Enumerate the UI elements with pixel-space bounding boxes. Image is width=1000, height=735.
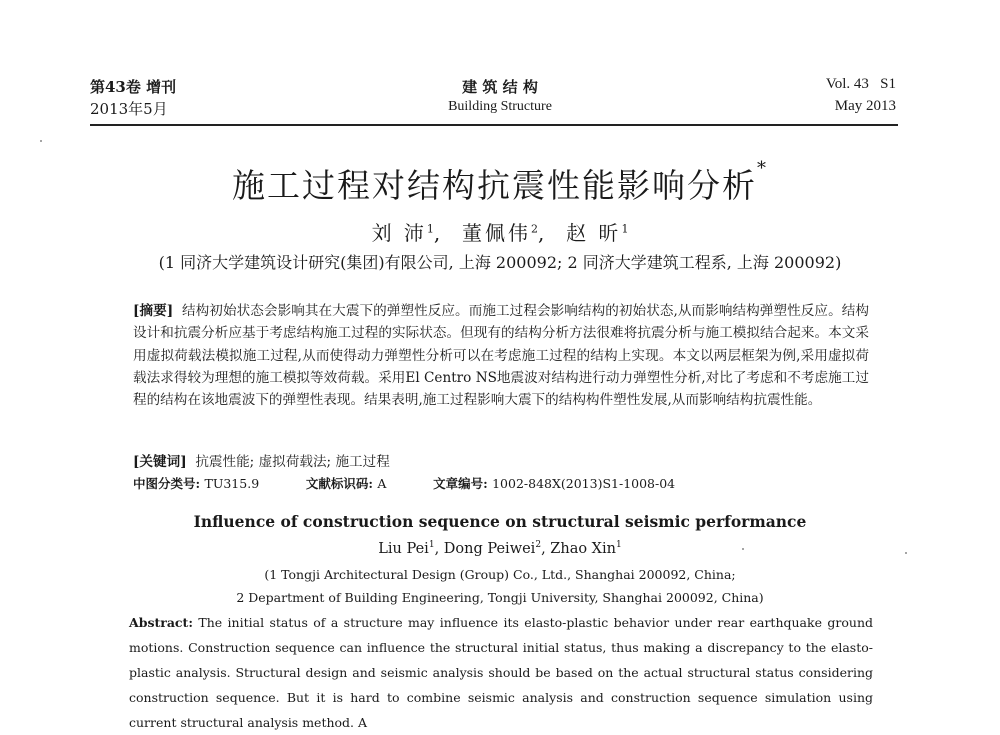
header-journal-en: Building Structure (448, 99, 552, 114)
header-rule (90, 124, 898, 126)
paper-title (0, 160, 1000, 207)
header-date-cn: 2013年5月 (90, 100, 168, 118)
paper-title-en: Influence of construction sequence on structural seismic performance (193, 512, 807, 531)
scan-speck (40, 140, 42, 142)
keywords-cn-label: [关键词] (133, 454, 187, 470)
author-sup-en: 1 (615, 540, 622, 550)
header-volume-en: Vol. 43 S1 (825, 76, 896, 92)
classification-line (133, 474, 675, 492)
abstract-cn-text: 结构初始状态会影响其在大震下的弹塑性反应。而施工过程会影响结构的初始状态,从而影响结构弹塑性反应。结构设计和抗震分析应基于考虑结构施工过程的实际状态。但现有的结构分析方法很难将抗震分析与施工模拟结合起来。本文采用虚拟荷载法模拟施工过程,从而使得动力弹塑性分析可以在考虑施工过程的结构上实现。本文以两层框架为例,采用虚拟荷载法求得较为理想的施工模拟等效荷载。采用El Centro NS地震波对结构进行动力弹塑性分析,对比了考虑和不考虑施工过程的结构在该地震波下的弹塑性表现。结果表明,施工过程影响大震下的结构构件塑性发展,从而影响结构抗震性能。 (133, 303, 869, 409)
author-sup: 2 (531, 222, 538, 236)
abstract-cn (133, 300, 869, 411)
author-name: 刘 沛 (371, 221, 427, 245)
author-list-en: Liu Pei$^1$, Dong Peiwei$^2$, Zhao Xin$^1$ (378, 540, 622, 557)
author-name: 赵 昕 (566, 221, 622, 245)
author-name: 董佩伟 (462, 221, 531, 245)
author-sup: 1 (621, 222, 629, 236)
author-sup: 1 (426, 222, 434, 236)
scan-speck (905, 552, 907, 554)
author-name-en: Zhao Xin (550, 540, 616, 557)
abstract-en-label: Abstract: (129, 615, 193, 630)
author-sup-en: 2 (535, 540, 542, 550)
header-date-en: May 2013 (834, 98, 896, 114)
title-footnote-mark: * (757, 158, 768, 179)
author-list-cn: 刘 沛$^1$, 董佩伟$^2$, 赵 昕$^1$ (371, 221, 629, 245)
author-sup-en: 1 (428, 540, 435, 550)
keywords-cn (133, 450, 390, 470)
affiliation-en-1: (1 Tongji Architectural Design (Group) Co., Ltd., Shanghai 200092, China; (264, 567, 736, 582)
article-number-value: 1002-848X(2013)S1-1008-04 (492, 476, 676, 491)
affiliation-cn: (1 同济大学建筑设计研究(集团)有限公司, 上海 200092; 2 同济大学建筑工程系, 上海 200092) (158, 253, 842, 272)
author-name-en: Liu Pei (378, 540, 429, 557)
keywords-cn-text: 抗震性能; 虚拟荷载法; 施工过程 (195, 454, 390, 470)
doc-code-value: A (377, 476, 387, 491)
abstract-cn-label: [摘要] (133, 303, 174, 319)
author-name-en: Dong Peiwei (443, 540, 536, 557)
abstract-en (129, 610, 873, 735)
header-volume-cn: 第43卷 增刊 (90, 78, 177, 96)
clc-label: 中图分类号: (133, 476, 201, 491)
abstract-en-text: The initial status of a structure may influence its elasto-plastic behavior under rear earthquake ground motions. Construction sequence can influence the structural initial status, thus making a discrepancy to the elasto-plastic analysis. Structural design and seismic analysis should be based on the actual structural status considering construction sequence. But it is hard to combine seismic analysis and construction sequence simulation using current structural analysis method. A (129, 615, 873, 730)
article-number-label: 文章编号: (433, 476, 488, 491)
doc-code-label: 文献标识码: (305, 476, 373, 491)
scan-speck (742, 548, 744, 550)
clc-value: TU315.9 (204, 476, 260, 491)
affiliation-en-2: 2 Department of Building Engineering, Tongji University, Shanghai 200092, China) (236, 590, 764, 605)
header-journal-cn: 建 筑 结 构 (462, 78, 538, 96)
paper-title-text: 施工过程对结构抗震性能影响分析 (232, 166, 757, 205)
